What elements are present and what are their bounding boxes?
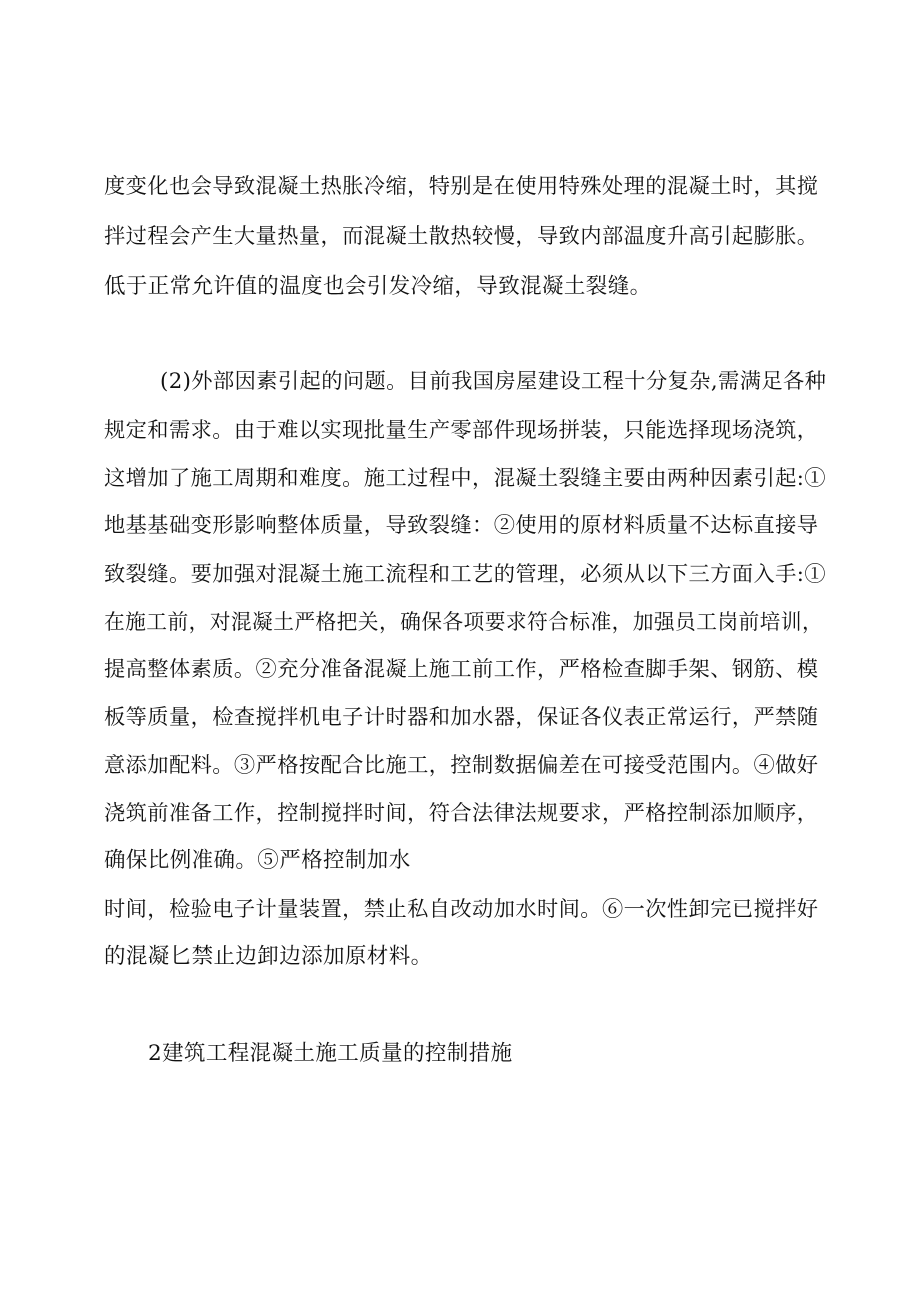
text-line: 低于正常允许值的温度也会引发冷缩，导致混凝土裂缝。 (104, 274, 652, 299)
text-line: 在施工前，对混凝土严格把关，确保各项要求符合标准，加强员工岗前培训， (104, 610, 824, 634)
text-line: 拌过程会产生大量热量，而混凝土散热较慢，导致内部温度升高引起膨胀。 (104, 224, 819, 249)
text-line: 规定和需求。由于难以实现批量生产零部件现场拼装，只能选择现场浇筑， (104, 418, 819, 443)
text-line: (2)外部因素引起的问题。目前我国房屋建设工程十分复杂,需满足各种 (160, 369, 827, 394)
text-line: 地基基础变形影响整体质量，导致裂缝：②使用的原材料质量不达标直接导 (104, 513, 819, 538)
text-line: 板等质量，检查搅拌机电子计时器和加水器，保证各仪表正常运行，严禁随 (104, 705, 819, 730)
text-line: 时间，检验电子计量装置，禁止私自改动加水时间。⑥一次性卸完已搅拌好 (104, 897, 819, 922)
section-heading: 2建筑工程混凝土施工质量的控制措施 (148, 1041, 513, 1066)
text-line: 度变化也会导致混凝土热胀冷缩，特别是在使用特殊处理的混凝土时，其搅 (104, 174, 819, 199)
text-line: 意添加配料。③严格按配合比施工，控制数据偏差在可接受范围内。④做好 (104, 753, 819, 778)
text-line: 这增加了施工周期和难度。施工过程中，混凝土裂缝主要由两种因素引起:① (104, 466, 827, 491)
text-line: 的混凝匕禁止边卸边添加原材料。 (104, 944, 433, 969)
text-line: 致裂缝。要加强对混凝土施工流程和工艺的管理，必须从以下三方面入手:① (104, 562, 827, 587)
text-line: 提高整体素质。②充分准备混凝上施工前工作，严格检查脚手架、钢筋、模 (104, 657, 819, 682)
text-line: 确保比例准确。⑤严格控制加水 (104, 848, 411, 873)
text-line: 浇筑前准备工作，控制搅拌时间，符合法律法规要求，严格控制添加顺序， (104, 801, 819, 826)
